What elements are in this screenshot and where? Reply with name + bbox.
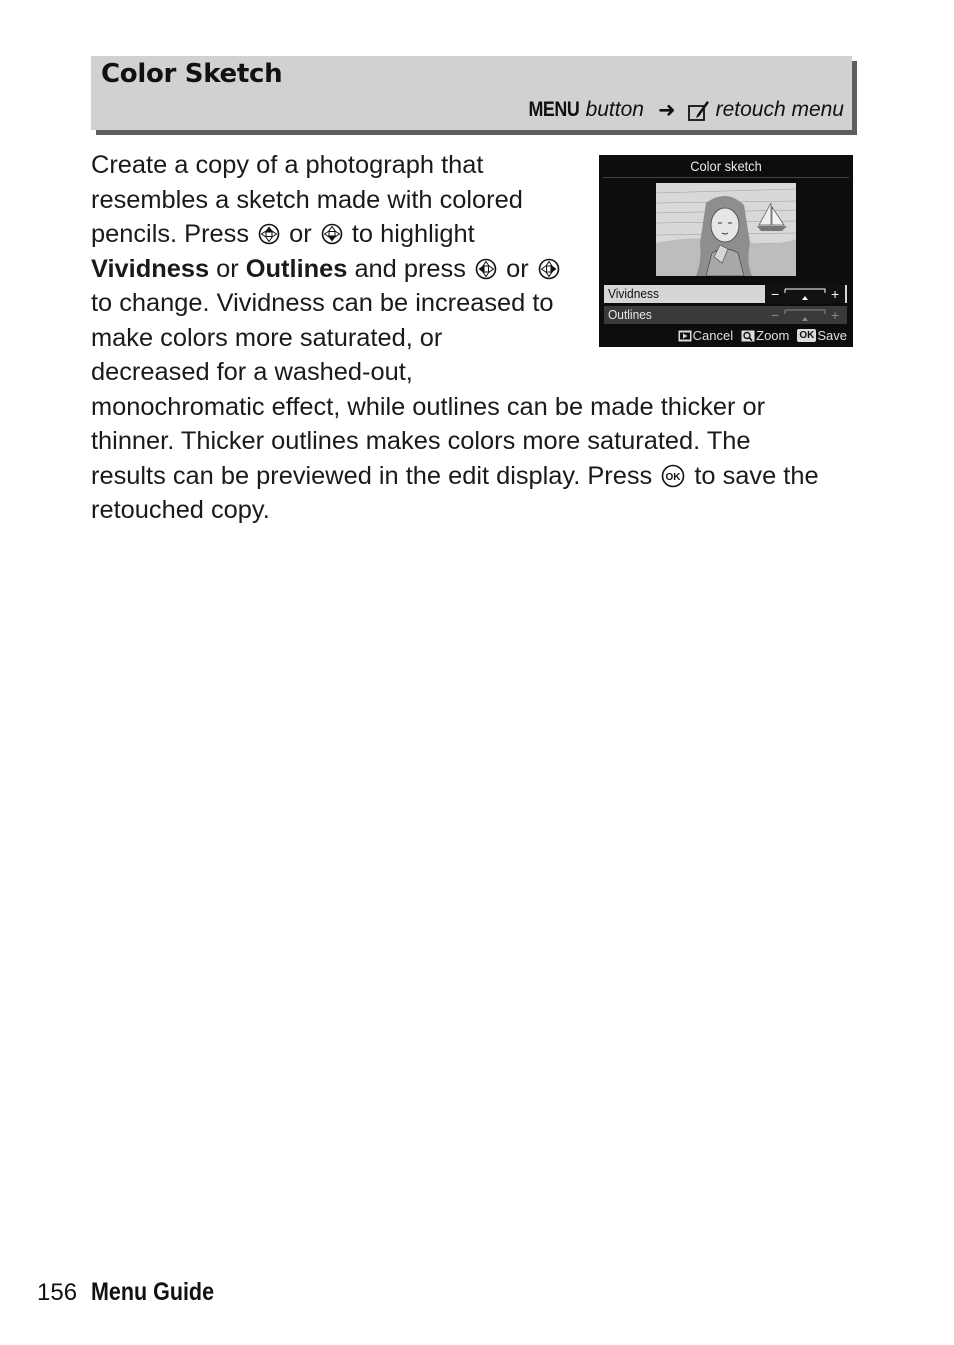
zoom-label: Zoom xyxy=(756,328,790,343)
multi-selector-left-icon xyxy=(475,258,497,280)
playback-icon xyxy=(678,330,692,342)
text-fragment: results can be previewed in the edit display. Press xyxy=(91,461,653,490)
arrow-right-icon: ➜ xyxy=(657,98,676,122)
outlines-row[interactable] xyxy=(604,306,847,324)
text-line: thinner. Thicker outlines makes colors more saturated. The xyxy=(91,427,751,455)
svg-text:−: − xyxy=(771,307,780,323)
vividness-label: Vividness xyxy=(608,286,659,301)
zoom-icon xyxy=(741,330,755,342)
divider xyxy=(603,177,849,178)
svg-text:−: − xyxy=(771,286,780,302)
text-line: Create a copy of a photograph that xyxy=(91,151,484,179)
text-line: monochromatic effect, while outlines can be made thicker or xyxy=(91,392,766,421)
section-header xyxy=(91,56,852,130)
text-fragment: pencils. Press xyxy=(91,220,250,248)
button-label: button xyxy=(585,98,644,121)
sketch-preview-image xyxy=(656,183,796,276)
text-fragment: to save the xyxy=(694,461,819,490)
vividness-row[interactable] xyxy=(604,285,847,303)
section-name: Menu Guide xyxy=(91,1278,215,1306)
text-line: resembles a sketch made with colored xyxy=(91,185,523,214)
menu-name: retouch menu xyxy=(715,98,844,121)
svg-text:OK: OK xyxy=(665,471,681,483)
text-line: decreased for a washed-out, xyxy=(91,358,413,386)
ok-button-icon xyxy=(661,464,685,488)
ok-key-icon: OK xyxy=(799,330,815,341)
vividness-slider[interactable] xyxy=(765,285,845,303)
save-label: Save xyxy=(817,328,847,343)
screen-title: Color sketch xyxy=(690,158,762,174)
text-line: make colors more saturated, or xyxy=(91,323,443,352)
retouch-menu-icon xyxy=(688,98,710,122)
page-number: 156 xyxy=(37,1279,78,1306)
svg-text:+: + xyxy=(831,286,840,302)
menu-key-icon: MENU xyxy=(528,98,580,121)
text-fragment: or xyxy=(216,254,239,283)
menu-path xyxy=(524,98,844,122)
outlines-label: Outlines xyxy=(608,307,652,322)
text-fragment: and press xyxy=(354,254,466,283)
cancel-label: Cancel xyxy=(692,328,734,343)
svg-text:+: + xyxy=(831,307,840,323)
text-line: retouched copy. xyxy=(91,496,270,524)
screen-footer xyxy=(678,328,847,343)
multi-selector-down-icon xyxy=(321,223,343,245)
multi-selector-up-icon xyxy=(258,223,280,245)
page-title: Color Sketch xyxy=(101,59,283,89)
option-vividness: Vividness xyxy=(91,254,210,283)
zoom-hint xyxy=(741,328,789,343)
text-fragment: or xyxy=(289,220,312,248)
text-line xyxy=(91,459,861,494)
text-fragment: or xyxy=(506,254,529,283)
text-fragment: to highlight xyxy=(351,220,475,248)
option-outlines: Outlines xyxy=(245,254,348,283)
outlines-slider[interactable] xyxy=(765,306,845,324)
text-line: to change. Vividness can be increased to xyxy=(91,289,554,317)
multi-selector-right-icon xyxy=(538,258,560,280)
cancel-hint xyxy=(678,328,733,343)
camera-screen xyxy=(599,155,853,347)
save-hint xyxy=(797,328,847,343)
